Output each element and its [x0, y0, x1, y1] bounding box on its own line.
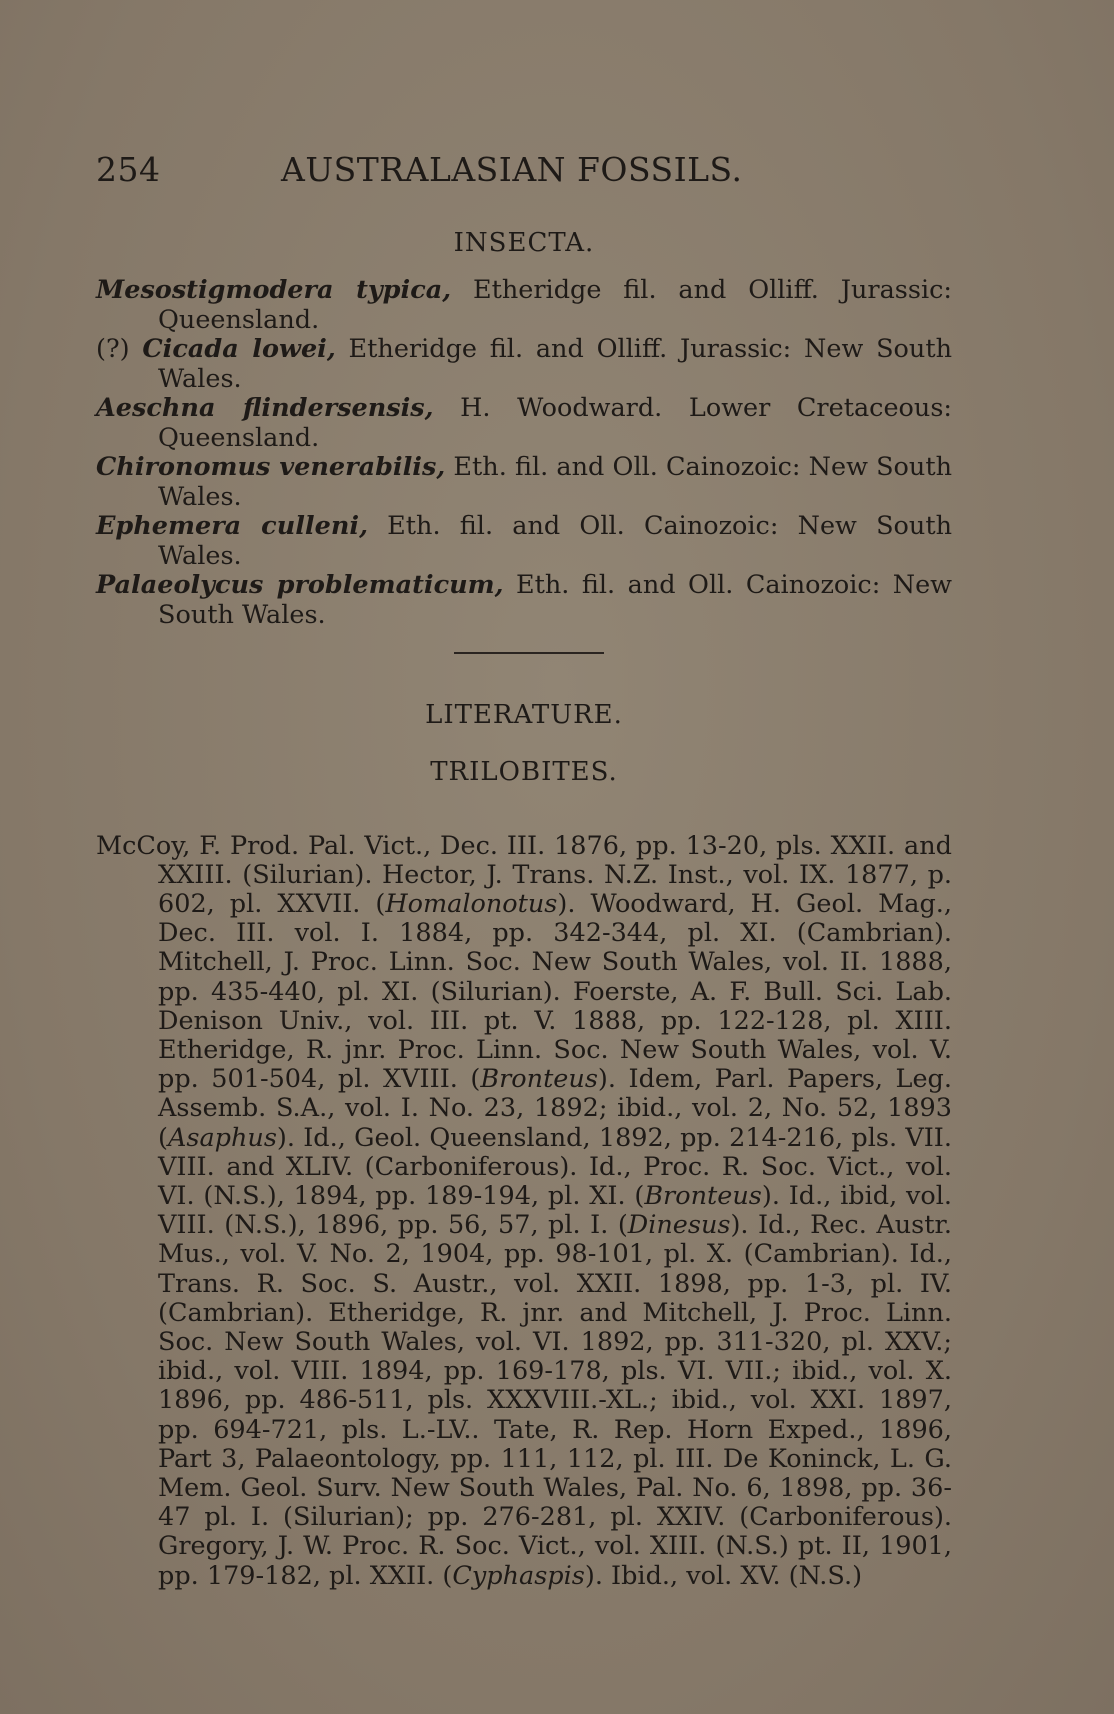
query-mark: (?): [96, 334, 143, 364]
taxon-name: Ephemera culleni,: [96, 511, 368, 541]
insecta-heading: INSECTA.: [453, 228, 595, 258]
genus-citation: Bronteus: [644, 1180, 762, 1211]
citation-text: ). Id., Geol. Queensland, 1892, pp. 214-216, pls. VII. VIII. and XLIV. (Carboniferous). Id., Proc. R. Soc. Vict., vol. VI. (N.S.), 1894, pp. 189-194, pl. XI. (: [158, 1122, 952, 1211]
entry-details: Etheridge fil. and Olliff. Jurassic: Queensland.: [158, 275, 952, 335]
citation-text: ). Idem, Parl. Papers, Leg. Assemb. S.A., vol. I. No. 23, 1892; ibid., vol. 2, No. 52, 1893 (: [158, 1064, 952, 1153]
citation-text: ). Ibid., vol. XV. (N.S.): [584, 1560, 863, 1591]
taxon-name: Cicada lowei,: [142, 334, 336, 364]
species-entry: [96, 276, 952, 335]
literature-heading: LITERATURE.: [425, 700, 623, 730]
section-divider: [454, 652, 604, 654]
entry-details: Eth. fil. and Oll. Cainozoic: New South Wales.: [158, 511, 952, 571]
taxon-name: Chironomus venerabilis,: [96, 452, 446, 482]
taxon-name: Mesostigmodera typica,: [96, 275, 452, 305]
page-number: 254: [96, 150, 161, 189]
species-entry: [96, 453, 952, 512]
literature-paragraph: [96, 832, 952, 1591]
genus-citation: Asaphus: [167, 1122, 277, 1153]
genus-citation: Dinesus: [627, 1210, 731, 1241]
genus-citation: Bronteus: [480, 1064, 598, 1095]
citation-text: McCoy, F. Prod. Pal. Vict., Dec. III. 1876, pp. 13-20, pls. XXII. and XXIII. (Silurian). Hector, J. Trans. N.Z. Inst., vol. IX. 1877, p. 602, pl. XXVII. (: [96, 830, 952, 919]
species-entry: [96, 571, 952, 630]
entry-details: Etheridge fil. and Olliff. Jurassic: New South Wales.: [158, 334, 952, 394]
entry-details: H. Woodward. Lower Cretaceous: Queensland.: [158, 393, 952, 453]
species-entry: [96, 512, 952, 571]
entry-details: Eth. fil. and Oll. Cainozoic: New South Wales.: [158, 570, 952, 630]
entry-details: Eth. fil. and Oll. Cainozoic: New South Wales.: [158, 452, 953, 512]
species-entry: [96, 335, 952, 394]
taxon-name: Palaeolycus problematicum,: [96, 570, 504, 600]
genus-citation: Homalonotus: [385, 888, 558, 919]
citation-text: ). Id., ibid, vol. VIII. (N.S.), 1896, pp. 56, 57, pl. I. (: [158, 1180, 953, 1241]
species-entry: [96, 394, 952, 453]
running-title: AUSTRALASIAN FOSSILS.: [281, 150, 743, 189]
citation-text: ). Id., Rec. Austr. Mus., vol. V. No. 2, 1904, pp. 98-101, pl. X. (Cambrian). Id., Trans. R. Soc. S. Austr., vol. XXII. 1898, pp. 1-3, pl. IV. (Cambrian). Etheridge, R. jnr. and Mitchell, J. Proc. Linn. Soc. New South Wales, vol. VI. 1892, pp. 311-320, pl. XXV.; ibid., vol. VIII. 1894, pp. 169-178, pls. VI. VII.; ibid., vol. X. 1896, pp. 486-511, pls. XXXVIII.-XL.; ibid., vol. XXI. 1897, pp. 694-721, pls. L.-LV.. Tate, R. Rep. Horn Exped., 1896, Part 3, Palaeontology, pp. 111, 112, pl. III. De Koninck, L. G. Mem. Geol. Surv. New South Wales, Pal. No. 6, 1898, pp. 36-47 pl. I. (Silurian); pp. 276-281, pl. XXIV. (Carboniferous). Gregory, J. W. Proc. R. Soc. Vict., vol. XIII. (N.S.) pt. II, 1901, pp. 179-182, pl. XXII. (: [158, 1210, 952, 1591]
insecta-entries: [96, 276, 952, 630]
running-head: [96, 150, 952, 190]
trilobites-subheading: TRILOBITES.: [430, 757, 618, 787]
genus-citation: Cyphaspis: [452, 1560, 585, 1591]
citation-text: ). Woodward, H. Geol. Mag., Dec. III. vol. I. 1884, pp. 342-344, pl. XI. (Cambrian). Mitchell, J. Proc. Linn. Soc. New South Wales, vol. II. 1888, pp. 435-440, pl. XI. (Silurian). Foerste, A. F. Bull. Sci. Lab. Denison Univ., vol. III. pt. V. 1888, pp. 122-128, pl. XIII. Etheridge, R. jnr. Proc. Linn. Soc. New South Wales, vol. V. pp. 501-504, pl. XVIII. (: [158, 888, 952, 1095]
taxon-name: Aeschna flindersensis,: [96, 393, 434, 423]
